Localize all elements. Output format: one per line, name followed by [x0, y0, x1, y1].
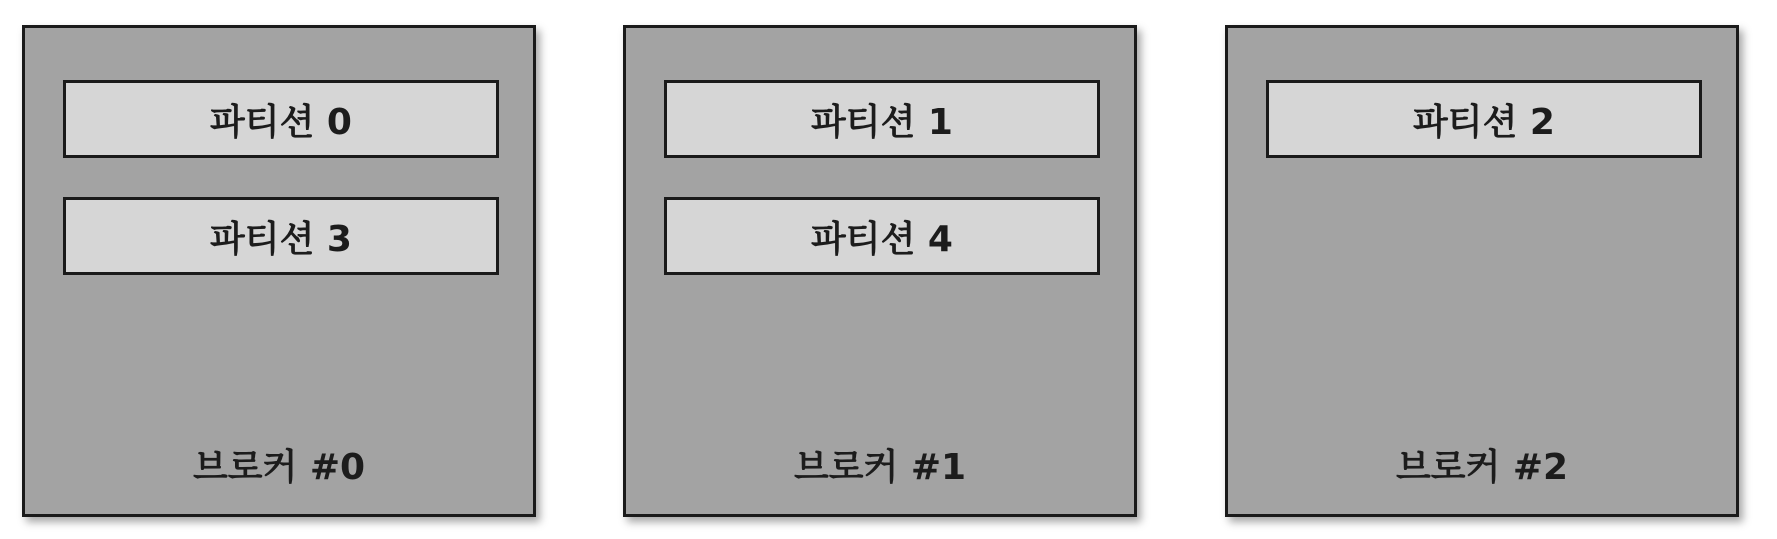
broker-label: 브로커 #0: [192, 447, 366, 488]
broker-2: [1225, 25, 1739, 517]
partition-3: 파티션 3: [63, 197, 499, 275]
partition-2: 파티션 2: [1266, 80, 1702, 158]
partition-4: 파티션 4: [664, 197, 1100, 275]
broker-1: [623, 25, 1137, 517]
broker-label: 브로커 #1: [793, 447, 967, 488]
broker-label: 브로커 #2: [1395, 447, 1569, 488]
partition-0: 파티션 0: [63, 80, 499, 158]
partition-1: 파티션 1: [664, 80, 1100, 158]
broker-0: [22, 25, 536, 517]
